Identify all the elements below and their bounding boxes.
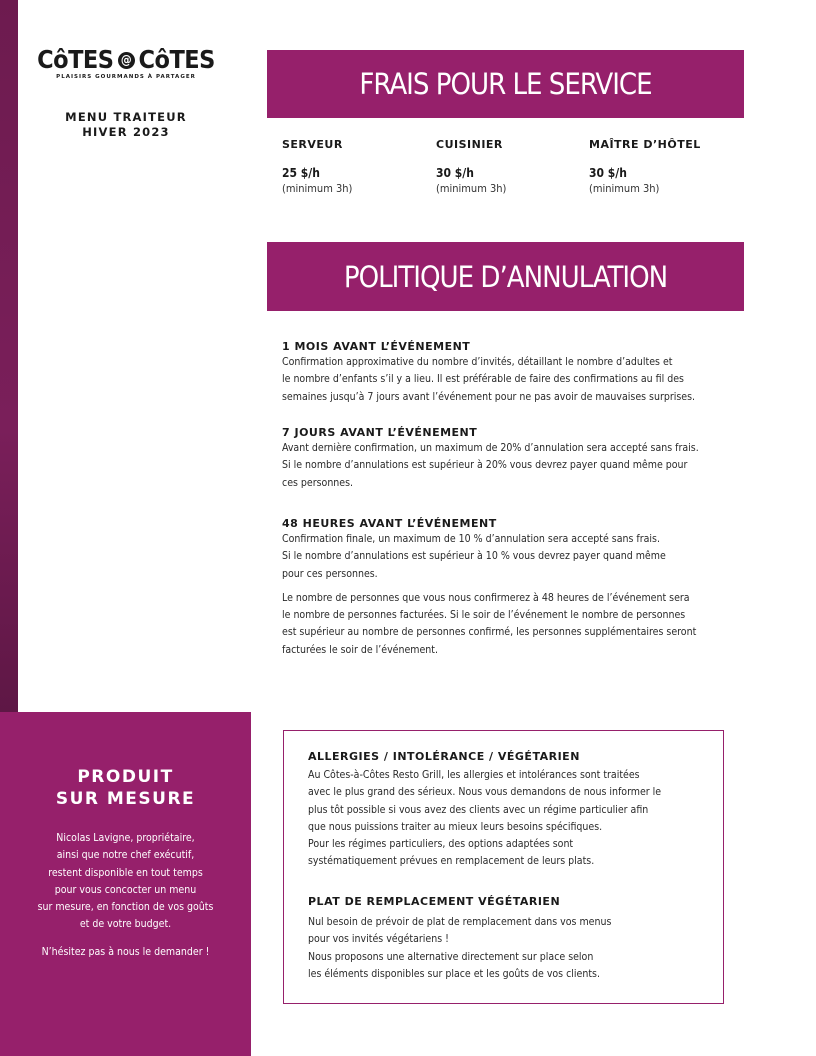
- brand-logo: [28, 44, 224, 80]
- cancellation-policy-banner: POLITIQUE D’ANNULATION: [267, 242, 744, 311]
- policy-text-line: Confirmation finale, un maximum de 10 % d’annulation sera accepté sans frais.: [282, 533, 660, 545]
- vegetarian-section: [308, 895, 718, 983]
- fee-serveur: [282, 138, 432, 197]
- allergies-section: [308, 750, 718, 871]
- panel-text-line: Nicolas Lavigne, propriétaire,: [56, 832, 195, 844]
- vegetarian-heading: PLAT DE REMPLACEMENT VÉGÉTARIEN: [308, 895, 561, 908]
- policy-text-line: semaines jusqu’à 7 jours avant l’événement pour ne pas avoir de mauvaises surprises.: [282, 390, 696, 403]
- allergies-box: [283, 730, 724, 1004]
- allergies-text-line: Pour les régimes particuliers, des options adaptées sont: [308, 838, 574, 851]
- logo-left-word: CôTES: [37, 45, 114, 74]
- fee-role-label: SERVEUR: [282, 138, 343, 151]
- panel-body: [0, 830, 251, 934]
- sidebar-accent-strip: [0, 0, 18, 712]
- menu-title: [28, 110, 224, 140]
- panel-text-line: et de votre budget.: [79, 918, 172, 931]
- allergies-text-line: Au Côtes-à-Côtes Resto Grill, les allergies et intolérances sont traitées: [308, 769, 640, 781]
- policy-note-line: Le nombre de personnes que vous nous confirmerez à 48 heures de l’événement sera: [282, 591, 690, 604]
- allergies-text-line: que nous puissions traiter au mieux leurs besoins spécifiques.: [308, 820, 603, 833]
- policy-text-line: Confirmation approximative du nombre d’invités, détaillant le nombre d’adultes et: [282, 356, 673, 368]
- policy-heading: 7 JOURS AVANT L’ÉVÉNEMENT: [282, 426, 478, 439]
- fee-role-label: CUISINIER: [436, 138, 503, 151]
- policy-text-line: ces personnes.: [282, 476, 354, 489]
- policy-note-line: est supérieur au nombre de personnes confirmé, les personnes supplémentaires seront: [282, 626, 697, 639]
- policy-text-line: Si le nombre d’annulations est supérieur à 10 % vous devrez payer quand même: [282, 550, 666, 563]
- policy-text-line: le nombre d’enfants s’il y a lieu. Il est préférable de faire des confirmations au fil des: [282, 373, 684, 386]
- fee-rate: 30 $/h: [589, 166, 627, 180]
- custom-menu-panel: [0, 712, 251, 1056]
- vegetarian-text-line: Nul besoin de prévoir de plat de remplacement dans vos menus: [308, 916, 612, 928]
- logo-tagline: PLAISIRS GOURMANDS À PARTAGER: [56, 74, 196, 80]
- policy-7-days: [282, 426, 722, 492]
- policy-text-line: Si le nombre d’annulations est supérieur à 20% vous devrez payer quand même pour: [282, 459, 688, 472]
- panel-title-line1: PRODUIT: [77, 767, 174, 787]
- policy-1-month: [282, 340, 722, 406]
- allergies-text-line: systématiquement prévues en remplacement de leurs plats.: [308, 855, 595, 868]
- allergies-heading: ALLERGIES / INTOLÉRANCE / VÉGÉTARIEN: [308, 750, 580, 763]
- panel-text-line: sur mesure, en fonction de vos goûts: [37, 901, 214, 914]
- menu-title-line1: MENU TRAITEUR: [65, 110, 187, 124]
- menu-title-line2: HIVER 2023: [82, 125, 170, 139]
- panel-text-line: ainsi que notre chef exécutif,: [56, 849, 195, 862]
- policy-heading: 1 MOIS AVANT L’ÉVÉNEMENT: [282, 340, 471, 353]
- logo-wordmark: [28, 44, 224, 76]
- fee-rate: 25 $/h: [282, 166, 320, 180]
- policy-48-hours: [282, 517, 722, 659]
- fee-minimum: (minimum 3h): [436, 182, 507, 195]
- service-fees-banner: FRAIS POUR LE SERVICE: [267, 50, 744, 118]
- panel-text-line: restent disponible en tout temps: [48, 866, 203, 879]
- panel-call-to-action: N’hésitez pas à nous le demander !: [41, 946, 210, 958]
- policy-note-line: le nombre de personnes facturées. Si le soir de l’événement le nombre de personnes: [282, 609, 686, 622]
- logo-right-word: CôTES: [138, 45, 215, 74]
- vegetarian-text-line: Nous proposons une alternative directement sur place selon: [308, 950, 594, 963]
- fee-minimum: (minimum 3h): [589, 182, 660, 195]
- panel-text-line: pour vous concocter un menu: [54, 883, 197, 896]
- at-sign-icon: @: [118, 52, 135, 69]
- allergies-text-line: avec le plus grand des sérieux. Nous vous demandons de nous informer le: [308, 786, 662, 799]
- allergies-text-line: plus tôt possible si vous avez des clients avec un régime particulier afin: [308, 803, 649, 816]
- policy-note-line: facturées le soir de l’événement.: [282, 643, 438, 656]
- fee-minimum: (minimum 3h): [282, 182, 353, 195]
- policy-text-line: pour ces personnes.: [282, 567, 378, 580]
- vegetarian-text-line: pour vos invités végétariens !: [308, 933, 449, 946]
- fee-maitre-hotel: [589, 138, 739, 197]
- panel-title-line2: SUR MESURE: [55, 789, 196, 809]
- panel-title: [0, 766, 251, 810]
- fee-cuisinier: [436, 138, 586, 197]
- policy-text-line: Avant dernière confirmation, un maximum de 20% d’annulation sera accepté sans frais.: [282, 442, 699, 454]
- fee-rate: 30 $/h: [436, 166, 474, 180]
- policy-heading: 48 HEURES AVANT L’ÉVÉNEMENT: [282, 517, 497, 530]
- vegetarian-text-line: les éléments disponibles sur place et les goûts de vos clients.: [308, 967, 600, 980]
- fee-role-label: MAÎTRE D’HÔTEL: [589, 138, 701, 151]
